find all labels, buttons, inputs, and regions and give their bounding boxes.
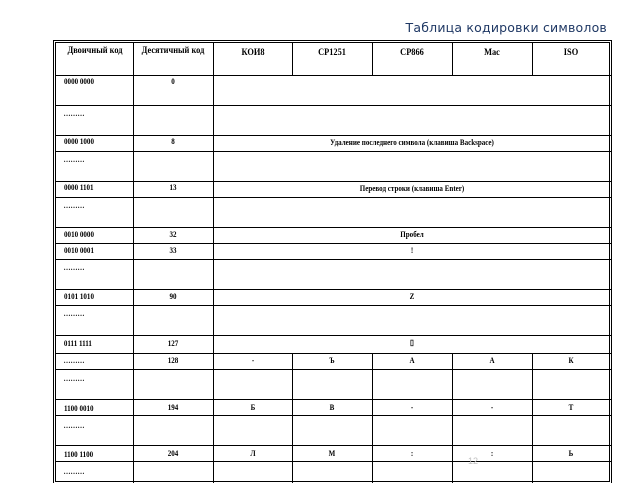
ellipsis-cell: ………	[63, 201, 85, 210]
binary-code-cell: 1100 0010	[64, 404, 94, 413]
decimal-code-cell: 204	[167, 449, 179, 458]
slide-title: Таблица кодировки символов	[405, 20, 607, 35]
decimal-code-cell: 8	[171, 137, 175, 146]
header-binary-code: Двоичный код	[67, 46, 123, 56]
merged-description-cell: Пробел	[400, 230, 424, 239]
merged-description-cell: ▯	[410, 338, 414, 347]
mac-char-cell: -	[490, 403, 494, 412]
header-cp866: CP866	[400, 48, 424, 58]
mac-char-cell: :	[490, 449, 494, 458]
decimal-code-cell: 128	[167, 356, 179, 365]
koi8-char-cell: -	[251, 356, 255, 365]
header-cp1251: CP1251	[318, 48, 346, 58]
binary-code-cell: 0101 1010	[64, 292, 94, 301]
merged-description-cell: Удаление последнего символа (клавиша Backspace)	[330, 138, 494, 147]
ellipsis-cell: ………	[63, 467, 85, 476]
iso-char-cell: К	[568, 356, 574, 365]
ellipsis-cell: ………	[63, 263, 85, 272]
page-number: 12	[468, 456, 479, 466]
ellipsis-cell: ………	[63, 155, 85, 164]
binary-code-cell: 0000 1000	[64, 137, 94, 146]
binary-code-cell: 0000 1101	[64, 183, 94, 192]
decimal-code-cell: 32	[169, 230, 177, 239]
ellipsis-cell: ………	[63, 356, 85, 365]
cp1251-char-cell: М	[328, 449, 336, 458]
merged-description-cell: !	[410, 246, 414, 255]
iso-char-cell: Ь	[568, 449, 574, 458]
merged-description-cell: Перевод строки (клавиша Enter)	[359, 184, 465, 193]
koi8-char-cell: Л	[250, 449, 256, 458]
ellipsis-cell: ………	[63, 109, 85, 118]
header-koi8: КОИ8	[241, 48, 265, 58]
header-iso: ISO	[563, 48, 579, 58]
decimal-code-cell: 90	[169, 292, 177, 301]
decimal-code-cell: 33	[169, 246, 177, 255]
ellipsis-cell: ………	[63, 421, 85, 430]
decimal-code-cell: 194	[167, 403, 179, 412]
decimal-code-cell: 13	[169, 183, 177, 192]
decimal-code-cell: 0	[171, 77, 175, 86]
cp866-char-cell: -	[410, 403, 414, 412]
header-mac: Mac	[484, 48, 500, 58]
binary-code-cell: 0000 0000	[64, 77, 94, 86]
ellipsis-cell: ………	[63, 374, 85, 383]
binary-code-cell: 1100 1100	[63, 450, 94, 459]
cp866-char-cell: А	[409, 356, 415, 365]
iso-char-cell: Т	[568, 403, 574, 412]
binary-code-cell: 0010 0001	[64, 246, 94, 255]
merged-description-cell: Z	[409, 292, 415, 301]
encoding-table	[55, 42, 610, 482]
binary-code-cell: 0111 1111	[63, 339, 92, 348]
header-decimal-code: Десятичный код	[141, 46, 205, 56]
cp1251-char-cell: Ъ	[329, 356, 335, 365]
koi8-char-cell: Б	[250, 403, 256, 412]
cp866-char-cell: :	[410, 449, 414, 458]
decimal-code-cell: 127	[167, 339, 179, 348]
ellipsis-cell: ………	[63, 309, 85, 318]
binary-code-cell: 0010 0000	[64, 230, 94, 239]
cp1251-char-cell: В	[329, 403, 335, 412]
mac-char-cell: А	[489, 356, 495, 365]
